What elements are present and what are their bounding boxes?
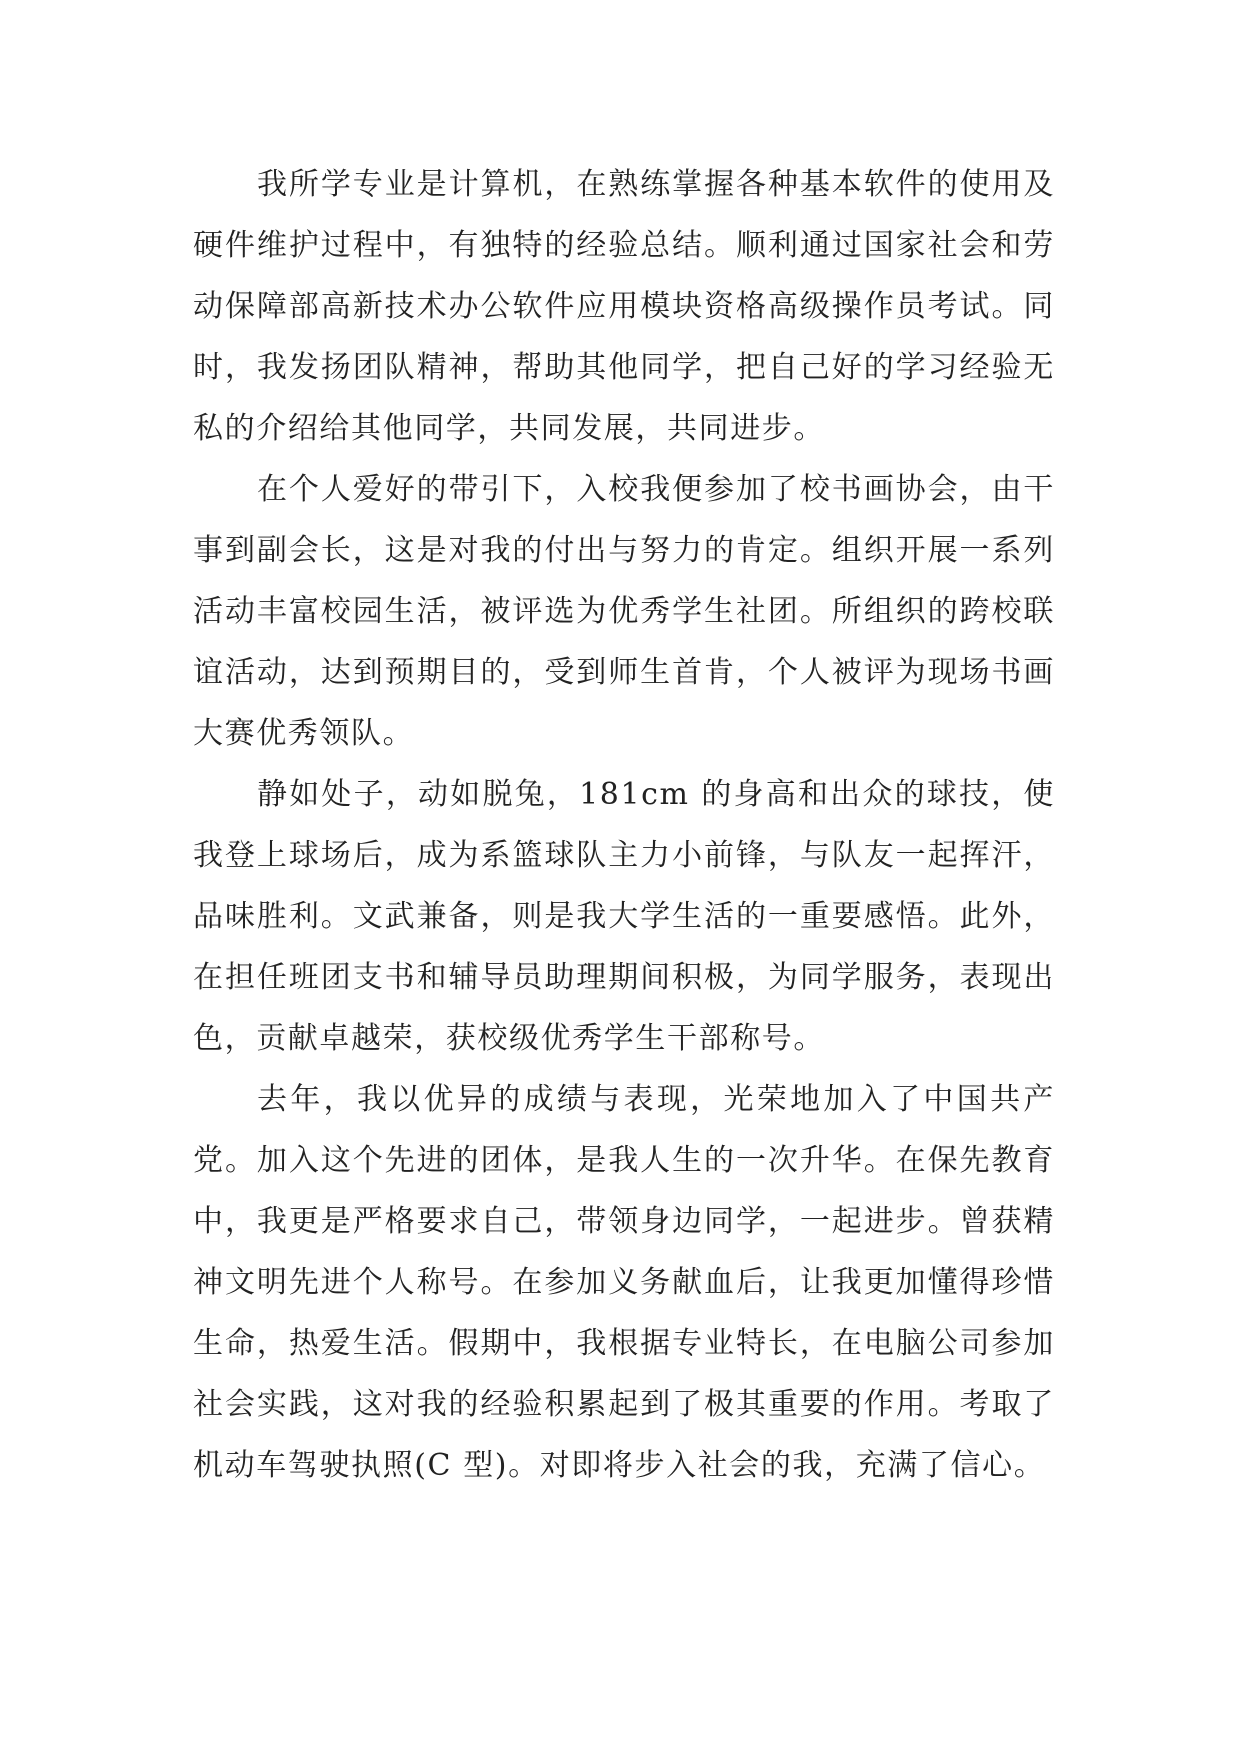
paragraph-party-membership: 去年，我以优异的成绩与表现，光荣地加入了中国共产党。加入这个先进的团体，是我人生的一次升华。在保先教育中，我更是严格要求自己，带领身边同学，一起进步。曾获精神文明先进个人称号。在参加义务献血后，让我更加懂得珍惜生命，热爱生活。假期中，我根据专业特长，在电脑公司参加社会实践，这对我的经验积累起到了极其重要的作用。考取了机动车驾驶执照(C 型)。对即将步入社会的我，充满了信心。 <box>193 1082 1055 1483</box>
paragraph-calligraphy-association: 在个人爱好的带引下，入校我便参加了校书画协会，由干事到副会长，这是对我的付出与努力的肯定。组织开展一系列活动丰富校园生活，被评选为优秀学生社团。所组织的跨校联谊活动，达到预期目的，受到师生首肯，个人被评为现场书画大赛优秀领队。 <box>193 472 1055 751</box>
paragraph-basketball-and-duties: 静如处子，动如脱兔，181cm 的身高和出众的球技，使我登上球场后，成为系篮球队主力小前锋，与队友一起挥汗，品味胜利。文武兼备，则是我大学生活的一重要感悟。此外，在担任班团支书和辅导员助理期间积极，为同学服务，表现出色，贡献卓越荣，获校级优秀学生干部称号。 <box>193 777 1055 1056</box>
document-body <box>193 154 1055 1496</box>
paragraph-computer-major: 我所学专业是计算机，在熟练掌握各种基本软件的使用及硬件维护过程中，有独特的经验总结。顺利通过国家社会和劳动保障部高新技术办公软件应用模块资格高级操作员考试。同时，我发扬团队精神，帮助其他同学，把自己好的学习经验无私的介绍给其他同学，共同发展，共同进步。 <box>193 167 1055 446</box>
